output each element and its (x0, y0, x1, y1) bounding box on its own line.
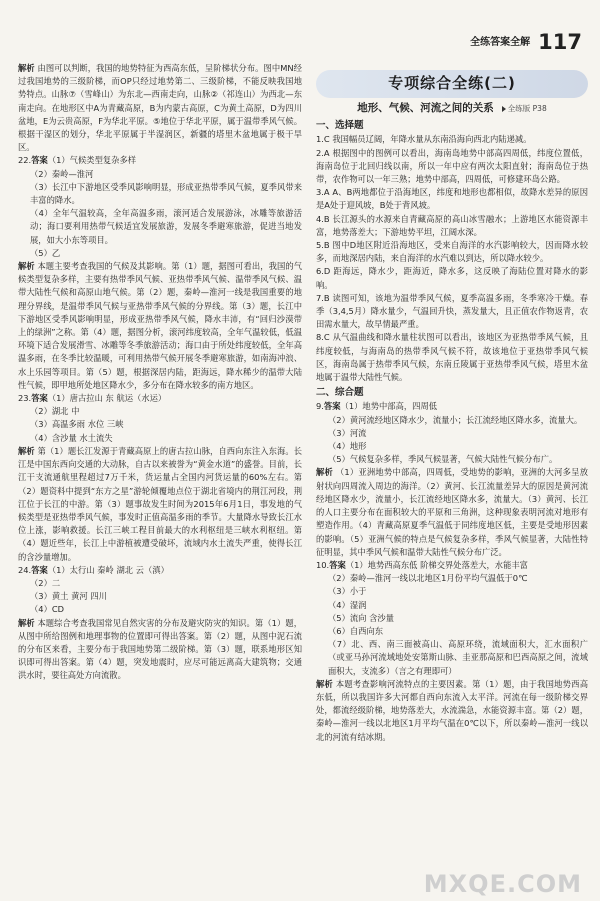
watermark: MXQE.COM (423, 869, 582, 898)
answer-paragraph: 解析 本题主要考查我国的气候及其影响。第（1）题，据图可看出，我国的气候类型复杂多样，主要有热带季风气候、亚热带季风气候、温带季风气候、温带大陆性气候和高原山地气候。第（2）题，秦岭—淮河一线是我国重要的地理分界线，是温带季风气候与亚热带季风气候的分界线。第（3）题，长江中下游地区受季风影响明显，形成亚热带季风气候，降水丰沛，有“回归沙漠带上的绿洲”之称。第（4）题，据图分析，滚河纬度较高，全年气温较低，低温环境下适合发展滑雪、冰雕等冬季旅游活动；海口由于所处纬度较低，全年高温多雨，在冬季比较温暖，可利用热带气候开展冬季避寒旅游，如南海冲浪、水上乐园等项目。第（5）题，根据深居内陆，距海远，降水稀少的温带大陆性气候，即甲地所处地区降水少，多分布在降水较多的南方地区。 (18, 261, 302, 390)
triangle-icon (502, 106, 506, 112)
section-banner: 专项综合全练(二) (316, 70, 588, 98)
right-column (316, 62, 588, 744)
answer-paragraph: 22.答案（1）气候类型复杂多样 (18, 155, 137, 166)
header-title: 全练答案全解 (470, 37, 531, 49)
answer-paragraph: 10.答案（1）地势西高东低 阶梯交界处落差大，水能丰富 (316, 559, 528, 570)
answer-paragraph: 解析 （1）亚洲地势中部高，四周低，受地势的影响，亚洲的大河多呈放射状向四周流入周边的海洋。（2）黄河、长江流量差异大的原因是黄河流经地区降水少，流量小，长江流经地区降水多，流量大。（3）黄河、长江的人口主要分布在面积较大的平原和三角洲，这种现象表明河流对地形有塑造作用。（4）青藏高原夏季气温低于同纬度地区低，主要是受地形因素的影响。（5）亚洲气候的特点是气候复杂多样，季风气候显著，大陆性特征明显，其中季风气候和温带大陆性气候分布广泛。 (316, 467, 588, 557)
answer-paragraph: 解析 本题综合考查我国常见自然灾害的分布及避灾防灾的知识。第（1）题，从图中所给图例和地理事物的位置即可得出答案。第（2）题，从图中泥石流的分布区来看，主要分布于我国地势第二级阶梯。第（3）题，联系地形区知识即可得出答案。第（4）题，突发地震时，应尽可能远离高大建筑物；交通洪水时，要往高处方向流散。 (18, 617, 302, 681)
answer-paragraph: 解析 由图可以判断，我国的地势特征为西高东低，呈阶梯状分布。图中MN经过我国地势的三级阶梯，而OP只经过地势第二、三级阶梯，不能反映我国地势特点。山脉⑦（雪峰山）为东北—西南走向，山脉②（祁连山）为西北—东南走向。在地形区中A为青藏高原，B为内蒙古高原，C为黄土高原，D为四川盆地，E为云贵高原，F为华北平原。⑤地位于华北平原，属于温带季风气候。根据干湿区的划分，华北平原属于半湿润区，新疆的塔里木盆地属于极干旱区。 (18, 63, 302, 153)
answer-paragraph: 1.C 我国幅员辽阔，年降水量从东南沿海向西北内陆递减。 (316, 134, 532, 145)
answer-paragraph: （4）全年气温较高，全年高温多雨，滚河适合发展游泳，冰雕等旅游活动；海口要利用热带气候适宜发展旅游，发展冬季避寒旅游，促进当地发展，如大小东等项目。 (30, 208, 302, 245)
answer-paragraph: （3）黄土 黄河 四川 (30, 591, 107, 602)
section-subtitle: 地形、气候、河流之间的关系 (357, 102, 494, 114)
subtitle-row (316, 102, 588, 115)
page-header (470, 30, 582, 55)
answer-paragraph: （5）乙 (30, 247, 61, 258)
answer-paragraph: （2）二 (30, 577, 61, 588)
section-title: 一、选择题 (316, 120, 364, 132)
answer-paragraph: 24.答案（1）太行山 秦岭 湖北 云（滇） (18, 564, 169, 575)
answer-paragraph: （2）湖北 中 (30, 406, 80, 417)
answer-paragraph: 2.A 根据图中的图例可以看出，海南岛地势中部高四周低，纬度位置低，海南岛位于北回归线以南，所以一年中应有两次太阳直射；海南岛位于热带，农作物可以一年三熟；地势中部高，四周低，可修建环岛公路。 (316, 147, 588, 185)
answer-paragraph: 4.B 长江源头的水源来自青藏高原的高山冰雪融水；上游地区水能资源丰富，地势落差大；下游地势平坦，江阔水深。 (316, 213, 588, 237)
answer-paragraph: （7）北、西、南三面被高山、高原环绕，流域面积大，汇水面积广（或亚马孙河流域地处安第斯山脉、圭亚那高原和巴西高原之间，流域面积大，支流多）（言之有理即可） (328, 639, 588, 676)
section-title: 二、综合题 (316, 387, 364, 399)
answer-paragraph: （2）秦岭—淮河一线以北地区1月份平均气温低于0℃ (328, 573, 528, 584)
answer-paragraph: （5）流向 含沙量 (328, 612, 394, 623)
answer-paragraph: 3.A A、B两地都位于沿海地区，纬度和地形也都相似，故降水差异的原因是A处于迎风坡，B处于背风坡。 (316, 187, 588, 211)
answer-paragraph: （3）河流 (328, 427, 367, 438)
page-number: 117 (538, 30, 582, 55)
answer-paragraph: （3）高温多雨 水位 三峡 (30, 419, 124, 430)
answer-paragraph: 5.B 图中D地区附近沿海地区，受来自海洋的水汽影响较大，因而降水较多，而地深居内陆，来自海洋的水汽难以到达，所以降水较少。 (316, 240, 588, 264)
answer-paragraph: 6.D 距海远，降水少，距海近，降水多，这反映了海陆位置对降水的影响。 (316, 266, 588, 290)
answer-paragraph: 解析 本题考查影响河流特点的主要因素。第（1）题，由于我国地势西高东低，所以我国许多大河都自西向东流入太平洋。河流在每一级阶梯交界处，都流经级阶梯，地势落差大，水流湍急，水能资源丰富。第（2）题，秦岭—淮河一线以北地区1月平均气温在0℃以下，所以秦岭—淮河一线以北的河流有结冰期。 (316, 678, 588, 742)
answer-paragraph: 9.答案（1）地势中部高，四周低 (316, 401, 438, 412)
left-column (18, 62, 302, 683)
answer-paragraph: 7.B 读图可知，该地为温带季风气候，夏季高温多雨，冬季寒冷干燥。春季（3,4,5月）降水量少，气温回升快，蒸发量大，且正值农作物返青，农田需水量大，故早情最严重。 (316, 292, 588, 330)
answer-paragraph: （5）气候复杂多样，季风气候显著，气候大陆性气候分布广。 (328, 454, 558, 465)
answer-paragraph: （2）秦岭—淮河 (30, 168, 94, 179)
answer-paragraph: 8.C 从气温曲线和降水量柱状图可以看出，该地区为亚热带季风气候，且纬度较低，与海南岛的热带季风气候不符，故该地位于亚热带季风气候区，海南岛属于热带季风气候，东南丘陵属于亚热带季风气候，塔里木盆地属于温带大陆性气候。 (316, 332, 588, 383)
answer-paragraph: 23.答案（1）唐古拉山 东 航运（水运） (18, 393, 167, 404)
answer-paragraph: （6）自西向东 (328, 625, 384, 636)
book-reference-text: 全练版 P38 (507, 104, 547, 113)
right-answers (316, 119, 588, 744)
answer-paragraph: （4）CD (30, 604, 65, 615)
answer-paragraph: （4）含沙量 水土流失 (30, 432, 113, 443)
answer-paragraph: 解析 第（1）题长江发源于青藏高原上的唐古拉山脉，自西向东注入东海。长江是中国东西向交通的大动脉，自古以来被誉为“黄金水道”的盛誉。目前，长江干支流通航里程超过7万千米，货运量占全国内河货运量的60%左右。第（2）题资料中提到“东方之星”游轮倾覆地点位于湖北省境内的荆江河段，荆江位于长江的中游。第（3）题事故发生时间为2015年6月1日，事发地的气候类型是亚热带季风气候，事发时正值高温多雨的季节。大量降水导致长江水位上涨，影响救援。长江三峡工程目前最大的水利枢纽是三峡水利枢纽。第（4）题近些年，长江上中游植被遭受破坏，流域内水土流失严重，使得长江的含沙量增加。 (18, 445, 302, 562)
answer-paragraph: （4）地形 (328, 441, 367, 452)
answer-paragraph: （4）湿润 (328, 599, 367, 610)
book-reference (502, 102, 547, 115)
answer-paragraph: （2）黄河流经地区降水少，流量小；长江流经地区降水多，流量大。 (328, 414, 583, 425)
answer-paragraph: （3）长江中下游地区受季风影响明显，形成亚热带季风气候，夏季风带来丰富的降水。 (30, 181, 302, 206)
answer-paragraph: （3）小于 (328, 586, 367, 597)
